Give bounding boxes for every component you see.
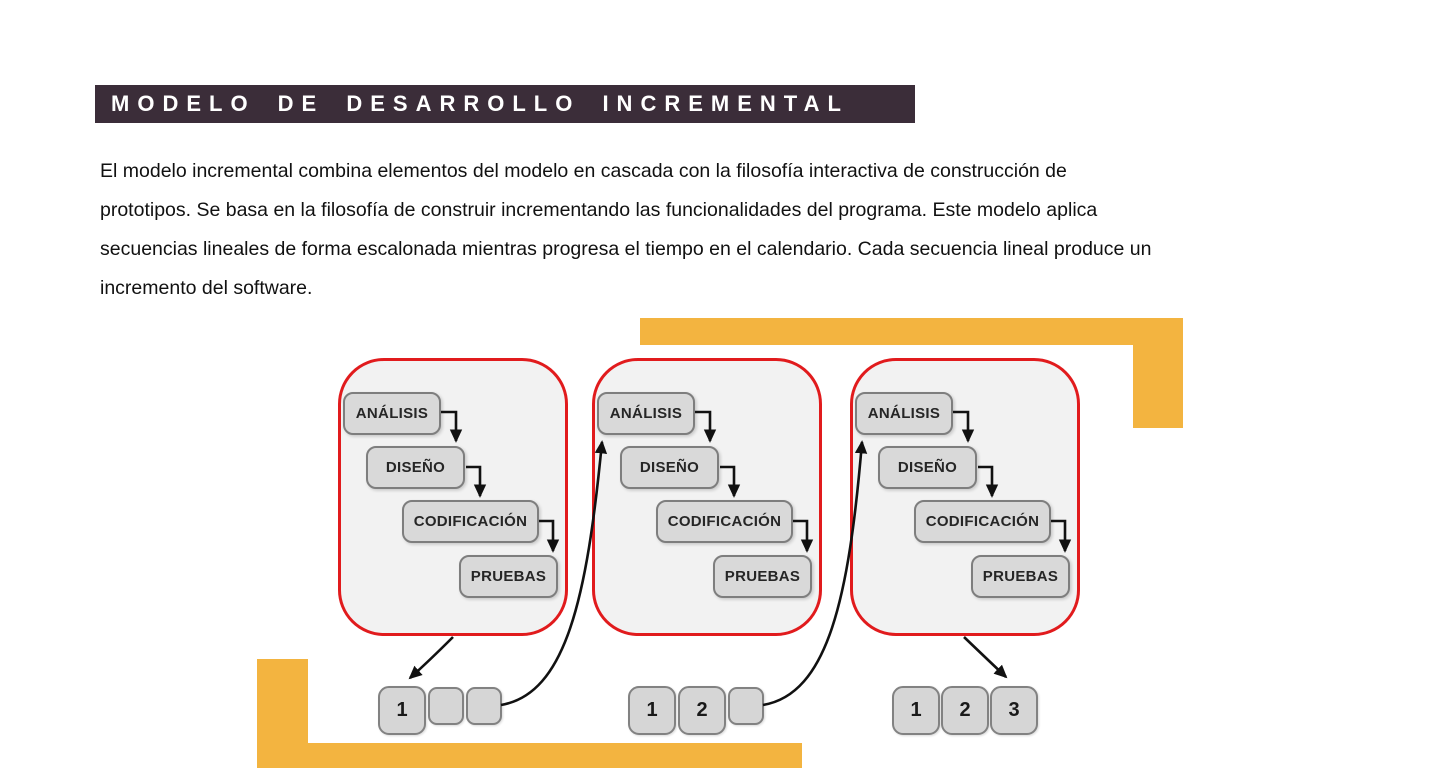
step-pruebas: PRUEBAS [459, 555, 558, 598]
page-title: MODELO DE DESARROLLO INCREMENTAL [95, 85, 915, 123]
step-analisis: ANÁLISIS [855, 392, 953, 435]
step-diseno: DISEÑO [620, 446, 719, 489]
increment-cell-1: 1 [892, 686, 940, 735]
increment-cell-empty [466, 687, 502, 725]
increment-cell-empty [428, 687, 464, 725]
increment-cell-2: 2 [941, 686, 989, 735]
paragraph-line: El modelo incremental combina elementos del modelo en cascada con la filosofía interactiva de construcción de [100, 160, 1067, 182]
arrow-panel1-to-increment1 [410, 637, 453, 678]
decor-orange-bottom-horizontal [308, 743, 802, 768]
arrow-panel3-to-increment3 [964, 637, 1006, 677]
increment-cell-3: 3 [990, 686, 1038, 735]
iteration-panel-1 [338, 358, 568, 636]
step-codificacion: CODIFICACIÓN [402, 500, 539, 543]
step-analisis: ANÁLISIS [343, 392, 441, 435]
iteration-panel-3 [850, 358, 1080, 636]
step-pruebas: PRUEBAS [713, 555, 812, 598]
increment-cell-2: 2 [678, 686, 726, 735]
decor-orange-top-vertical [1133, 345, 1183, 428]
step-diseno: DISEÑO [878, 446, 977, 489]
step-codificacion: CODIFICACIÓN [914, 500, 1051, 543]
increment-cell-1: 1 [378, 686, 426, 735]
increment-cell-empty [728, 687, 764, 725]
step-analisis: ANÁLISIS [597, 392, 695, 435]
paragraph-line: prototipos. Se basa en la filosofía de construir incrementando las funcionalidades del programa. Este modelo aplica [100, 199, 1098, 221]
step-pruebas: PRUEBAS [971, 555, 1070, 598]
decor-orange-top-horizontal [640, 318, 1183, 345]
step-codificacion: CODIFICACIÓN [656, 500, 793, 543]
decor-orange-bottom-vertical [257, 659, 308, 768]
step-diseno: DISEÑO [366, 446, 465, 489]
increment-cell-1: 1 [628, 686, 676, 735]
iteration-panel-2 [592, 358, 822, 636]
paragraph-line: secuencias lineales de forma escalonada mientras progresa el tiempo en el calendario. Cada secuencia lineal produce un [100, 238, 1152, 260]
paragraph-line: incremento del software. [100, 277, 313, 299]
